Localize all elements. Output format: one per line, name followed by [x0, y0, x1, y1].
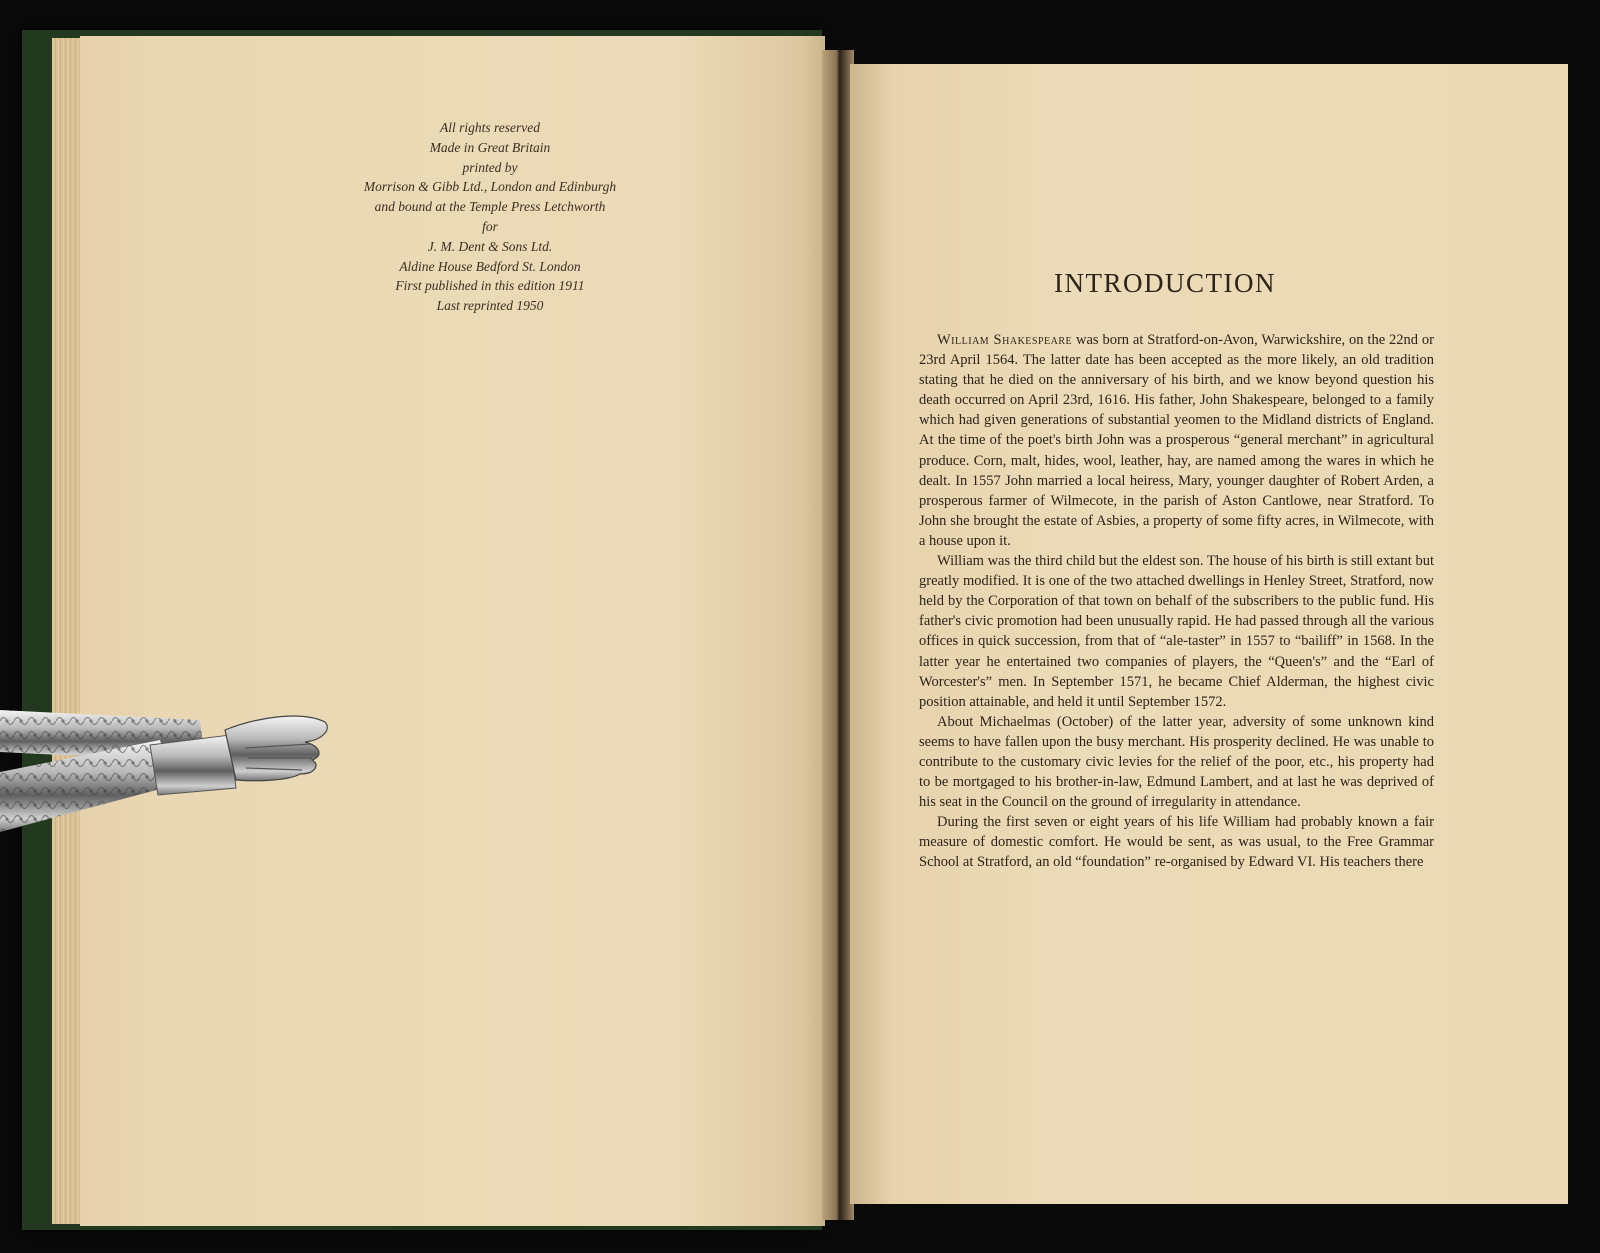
imprint-line: Last reprinted 1950: [436, 298, 544, 314]
paragraph-text: was born at Stratford-on-Avon, Warwickshire, on the 22nd or 23rd April 1564. The latter date has been accepted as the more likely, an old tradition stating that he died on the anniversary of his birth, and we know beyond question his death occurred on April 23rd, 1616. His father, John Shakespeare, belonged to a family which had given generations of substantial yeomen to the Midland districts of England. At the time of the poet's birth John was a prosperous “general merchant” in agricultural produce. Corn, malt, hides, wool, leather, hay, are named among the wares in which he dealt. In 1557 John married a local heiress, Mary, younger daughter of Robert Arden, a prosperous farmer of Wilmecote, in the parish of Aston Cantlowe, near Stratford. To John she brought the estate of Asbies, a property of some fifty acres, in Wilmecote, with a house upon it.: [919, 332, 1434, 549]
imprint-line: for: [482, 218, 498, 234]
imprint-line: and bound at the Temple Press Letchworth: [374, 199, 606, 215]
introduction-body: [919, 330, 1434, 873]
introduction-title: INTRODUCTION: [1054, 268, 1276, 298]
imprint-line: Made in Great Britain: [429, 139, 551, 155]
paragraph: William was the third child but the eldest son. The house of his birth is still extant but greatly modified. It is one of the two attached dwellings in Henley Street, Stratford, now held by the Corporation of that town on behalf of the subscribers to the public fund. His father's civic promotion had been unusually rapid. He had passed through all the various offices in quick succession, from that of “ale-taster” in 1557 to “bailiff” in 1568. In the latter year he entertained two companies of players, the “Queen's” and the “Earl of Worcester's” men. In September 1571, he became Chief Alderman, the highest civic position attainable, and held it until September 1572.: [919, 553, 1434, 710]
imprint-line: First published in this edition 1911: [395, 278, 585, 294]
imprint-line: All rights reserved: [440, 120, 540, 135]
imprint-line: Aldine House Bedford St. London: [399, 258, 581, 274]
lead-name: William Shakespeare: [937, 332, 1073, 348]
silver-hand-bookmark: [0, 700, 340, 850]
imprint-line: J. M. Dent & Sons Ltd.: [427, 238, 553, 254]
paragraph: About Michaelmas (October) of the latter year, adversity of some unknown kind seems to have fallen upon the busy merchant. His prosperity declined. He was unable to contribute to the customary civic levies for the relief of the poor, etc., his property had to be mortgaged to his brother-in-law, Edmund Lambert, and at last he was deprived of his seat in the Council on the ground of irregularity in attendance.: [919, 713, 1434, 811]
imprint-line: Morrison & Gibb Ltd., London and Edinburgh: [363, 179, 617, 195]
imprint-block: [300, 118, 680, 316]
paragraph: During the first seven or eight years of his life William had probably known a fair measure of domestic comfort. He would be sent, as was usual, to the Free Grammar School at Stratford, an old “foundation” re-organised by Edward VI. His teachers there: [919, 814, 1434, 871]
paragraph: [919, 330, 1434, 551]
imprint-line: printed by: [462, 159, 518, 175]
